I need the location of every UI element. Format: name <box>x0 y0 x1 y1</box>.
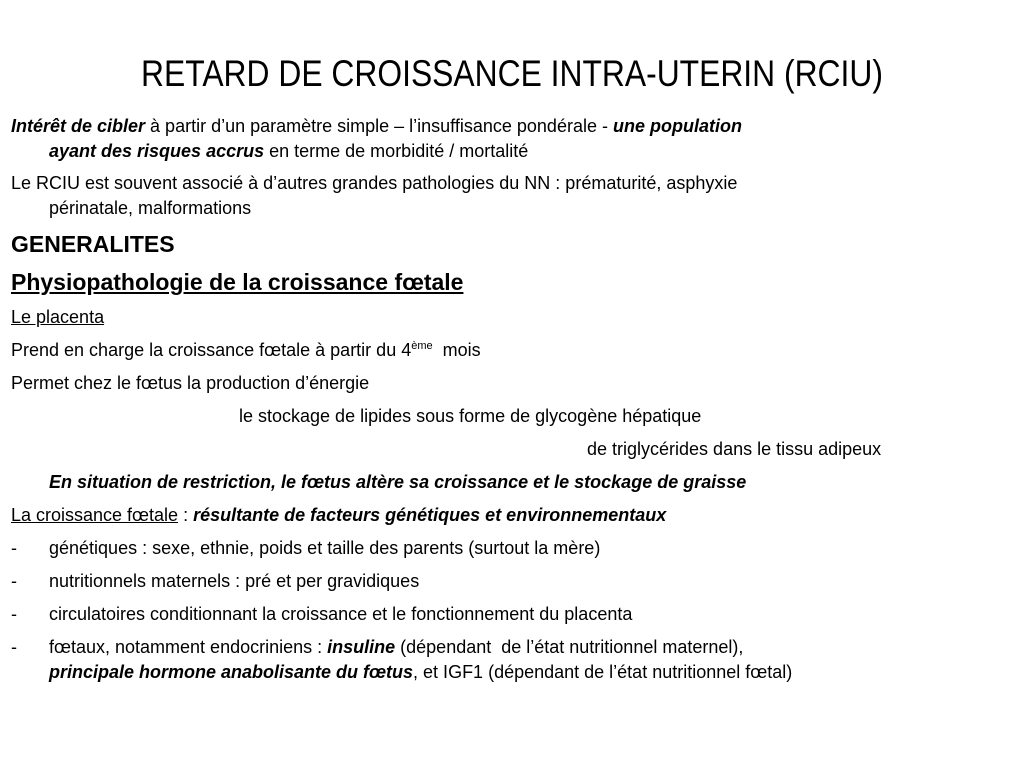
association-line-1: Le RCIU est souvent associé à d’autres grandes pathologies du NN : prématurité, asphyxie <box>11 173 738 193</box>
croissance-label: La croissance fœtale <box>11 505 179 525</box>
factor-item-fetal <box>11 635 1016 685</box>
intro-text-2: en terme de morbidité / mortalité <box>264 141 529 161</box>
slide-body <box>11 114 1016 685</box>
fetal-hormone: principale hormone anabolisante du fœtus <box>49 662 414 682</box>
croissance-line <box>11 503 1016 528</box>
placenta-line-2: Permet chez le fœtus la production d’énergie <box>11 373 370 393</box>
dash-bullet: - <box>11 571 17 591</box>
croissance-emphasis: résultante de facteurs génétiques et environnementaux <box>193 505 667 525</box>
factor-text: circulatoires conditionnant la croissance et le fonctionnement du placenta <box>49 604 633 624</box>
factor-text <box>49 635 1016 685</box>
intro-lead: Intérêt de cibler <box>11 116 146 136</box>
generalites-heading: GENERALITES <box>11 231 175 257</box>
association-line-2: périnatale, malformations <box>49 198 252 218</box>
factor-text: nutritionnels maternels : pré et per gravidiques <box>49 571 420 591</box>
intro-text-1: à partir d’un paramètre simple – l’insuffisance pondérale - <box>145 116 613 136</box>
dash-bullet: - <box>11 604 17 624</box>
fetal-insulin: insuline <box>327 637 396 657</box>
physiopathology-heading: Physiopathologie de la croissance fœtale <box>11 269 464 295</box>
intro-paragraph <box>11 114 1016 164</box>
dash-bullet: - <box>11 538 17 558</box>
association-paragraph <box>11 171 1016 221</box>
fetal-text-post: , et IGF1 (dépendant de l’état nutritionnel fœtal) <box>413 662 793 682</box>
placenta-line-1 <box>11 338 1016 363</box>
placenta-heading: Le placenta <box>11 307 105 327</box>
placenta-line-1-text: Prend en charge la croissance fœtale à partir du 4 <box>11 340 412 360</box>
factor-text: génétiques : sexe, ethnie, poids et taille des parents (surtout la mère) <box>49 538 601 558</box>
factor-item-genetic <box>11 536 1016 561</box>
placenta-line-4: de triglycérides dans le tissu adipeux <box>587 439 882 459</box>
restriction-statement: En situation de restriction, le fœtus altère sa croissance et le stockage de graisse <box>49 472 747 492</box>
intro-emphasis-1: une population <box>612 116 742 136</box>
ordinal-superscript: ème <box>411 340 433 352</box>
croissance-separator: : <box>178 505 194 525</box>
fetal-text-pre: fœtaux, notamment endocriniens : <box>49 637 328 657</box>
factor-item-circulatory <box>11 602 1016 627</box>
placenta-line-1-end: mois <box>432 340 481 360</box>
slide-title: RETARD DE CROISSANCE INTRA-UTERIN (RCIU) <box>141 53 883 94</box>
factor-item-nutritional <box>11 569 1016 594</box>
fetal-text-mid: (dépendant de l’état nutritionnel maternel), <box>395 637 744 657</box>
placenta-line-3: le stockage de lipides sous forme de glycogène hépatique <box>239 406 702 426</box>
intro-emphasis-2: ayant des risques accrus <box>49 141 265 161</box>
dash-bullet: - <box>11 637 17 657</box>
